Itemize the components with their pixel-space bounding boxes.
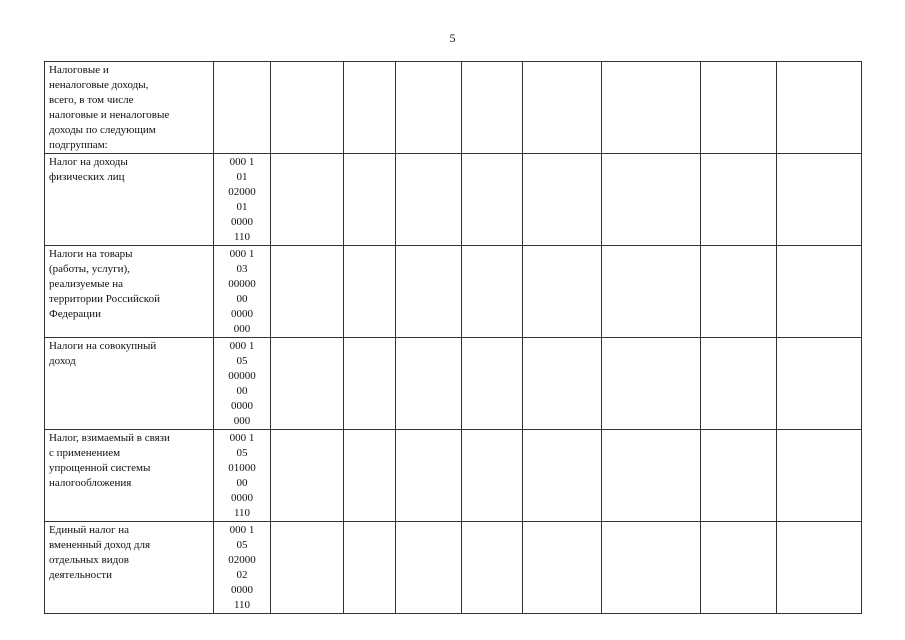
value-cell <box>777 522 862 614</box>
table-row <box>45 246 862 338</box>
value-cell <box>396 430 462 522</box>
revenue-name-line: Налог на доходы <box>49 156 128 168</box>
value-cell <box>777 338 862 430</box>
budget-code-line: 01 <box>236 171 248 183</box>
revenue-name-line: физических лиц <box>49 171 125 183</box>
value-cell <box>602 246 701 338</box>
table-body <box>45 62 862 614</box>
budget-code-line: 00 <box>236 477 248 489</box>
revenue-name-cell <box>45 154 214 246</box>
value-cell <box>701 430 777 522</box>
value-cell <box>396 338 462 430</box>
value-cell <box>602 62 701 154</box>
revenue-name-line: Налоги на товары <box>49 248 133 260</box>
revenue-name-cell <box>45 430 214 522</box>
budget-code-line: 01 <box>236 201 248 213</box>
revenue-name-cell <box>45 246 214 338</box>
revenue-name-line: неналоговые доходы, <box>49 79 149 91</box>
value-cell <box>523 154 602 246</box>
revenue-name-line: Налоговые и <box>49 64 109 76</box>
budget-code-line: 110 <box>233 507 251 519</box>
revenue-name-line: упрощенной системы <box>49 462 151 474</box>
budget-code-line: 02000 <box>228 186 256 198</box>
budget-code-line: 110 <box>233 231 251 243</box>
revenue-name-line: реализуемые на <box>49 278 123 290</box>
revenue-name-line: подгруппам: <box>49 139 108 151</box>
value-cell <box>271 430 344 522</box>
budget-code-line: 0000 <box>231 584 253 596</box>
page-number: 5 <box>449 31 456 45</box>
value-cell <box>602 338 701 430</box>
revenue-name-line: всего, в том числе <box>49 94 134 106</box>
value-cell <box>462 430 523 522</box>
value-cell <box>344 62 396 154</box>
revenue-name-line: вмененный доход для <box>49 539 150 551</box>
value-cell <box>701 246 777 338</box>
revenue-name-line: доходы по следующим <box>49 124 156 136</box>
budget-code-line: 000 <box>233 415 251 427</box>
value-cell <box>344 338 396 430</box>
value-cell <box>462 62 523 154</box>
revenue-name-line: с применением <box>49 447 121 459</box>
value-cell <box>396 522 462 614</box>
revenue-name-line: налогообложения <box>49 477 132 489</box>
budget-code-line: 05 <box>236 447 248 459</box>
table-row <box>45 338 862 430</box>
budget-code-line: 0000 <box>231 308 253 320</box>
revenue-name-line: доход <box>49 355 76 367</box>
budget-code-line: 000 1 <box>229 432 255 444</box>
value-cell <box>344 430 396 522</box>
value-cell <box>523 246 602 338</box>
revenue-name-line: Налог, взимаемый в связи <box>49 432 170 444</box>
value-cell <box>777 154 862 246</box>
value-cell <box>462 522 523 614</box>
value-cell <box>271 62 344 154</box>
value-cell <box>777 62 862 154</box>
value-cell <box>523 430 602 522</box>
revenue-name-line: (работы, услуги), <box>49 263 130 275</box>
value-cell <box>271 154 344 246</box>
value-cell <box>523 522 602 614</box>
value-cell <box>396 62 462 154</box>
value-cell <box>701 522 777 614</box>
budget-code-cell <box>214 522 271 614</box>
budget-code-line: 00 <box>236 385 248 397</box>
budget-code-cell <box>214 430 271 522</box>
budget-code-line: 0000 <box>231 400 253 412</box>
budget-code-line: 01000 <box>228 462 256 474</box>
budget-code-cell <box>214 62 271 154</box>
budget-code-cell <box>214 246 271 338</box>
value-cell <box>701 62 777 154</box>
value-cell <box>701 154 777 246</box>
revenue-name-cell <box>45 522 214 614</box>
budget-code-line: 00 <box>236 293 248 305</box>
budget-code-cell <box>214 154 271 246</box>
budget-code-line: 05 <box>236 539 248 551</box>
budget-code-line: 000 <box>233 323 251 335</box>
budget-code-line: 03 <box>236 263 248 275</box>
budget-code-line: 110 <box>233 599 251 611</box>
value-cell <box>523 338 602 430</box>
revenue-name-line: Федерации <box>49 308 101 320</box>
budget-code-cell <box>214 338 271 430</box>
value-cell <box>602 430 701 522</box>
value-cell <box>344 246 396 338</box>
revenue-table <box>44 61 862 614</box>
value-cell <box>344 522 396 614</box>
table-row <box>45 522 862 614</box>
budget-code-line: 0000 <box>231 216 253 228</box>
budget-code-line: 00000 <box>228 278 256 290</box>
revenue-name-cell <box>45 338 214 430</box>
value-cell <box>701 338 777 430</box>
revenue-name-line: Единый налог на <box>49 524 130 536</box>
budget-code-line: 000 1 <box>229 248 255 260</box>
revenue-name-line: отдельных видов <box>49 554 129 566</box>
value-cell <box>462 338 523 430</box>
revenue-name-cell <box>45 62 214 154</box>
value-cell <box>271 338 344 430</box>
budget-code-line: 00000 <box>228 370 256 382</box>
budget-code-line: 02 <box>236 569 248 581</box>
value-cell <box>271 246 344 338</box>
value-cell <box>462 154 523 246</box>
value-cell <box>271 522 344 614</box>
value-cell <box>602 154 701 246</box>
value-cell <box>462 246 523 338</box>
table-row <box>45 430 862 522</box>
value-cell <box>344 154 396 246</box>
value-cell <box>523 62 602 154</box>
value-cell <box>777 430 862 522</box>
budget-code-line: 02000 <box>228 554 256 566</box>
table-row <box>45 154 862 246</box>
budget-code-line: 0000 <box>231 492 253 504</box>
revenue-name-line: Налоги на совокупный <box>49 340 157 352</box>
table-row <box>45 62 862 154</box>
revenue-name-line: налоговые и неналоговые <box>49 109 170 121</box>
budget-code-line: 000 1 <box>229 340 255 352</box>
budget-code-line: 000 1 <box>229 524 255 536</box>
revenue-name-line: деятельности <box>49 569 112 581</box>
budget-code-line: 05 <box>236 355 248 367</box>
revenue-name-line: территории Российской <box>49 293 160 305</box>
value-cell <box>777 246 862 338</box>
value-cell <box>396 246 462 338</box>
budget-code-line: 000 1 <box>229 156 255 168</box>
value-cell <box>602 522 701 614</box>
value-cell <box>396 154 462 246</box>
